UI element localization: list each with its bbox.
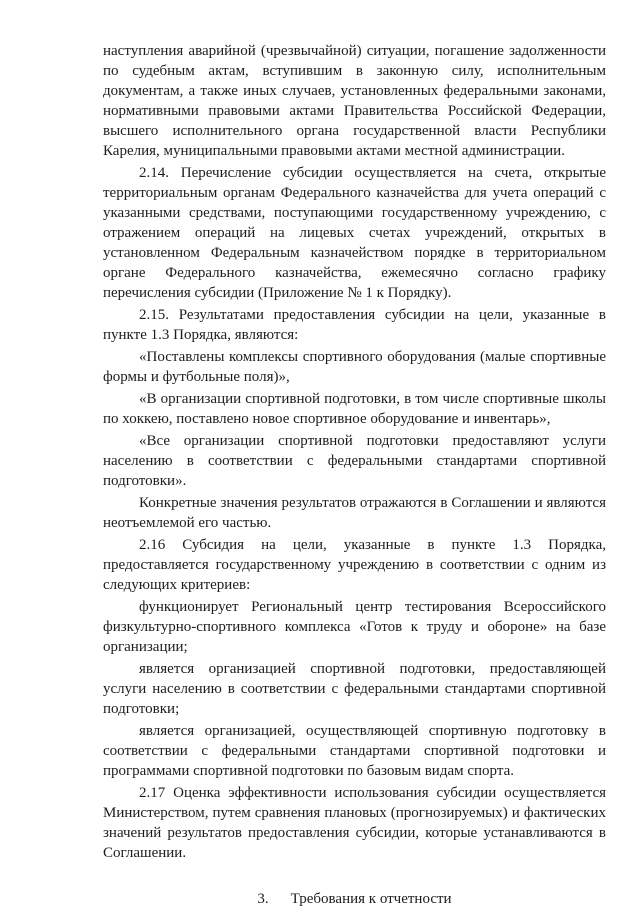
paragraph-2-16: 2.16 Субсидия на цели, указанные в пункте 1.3 Порядка, предоставляется государственному учреждению в соответствии с одним из следующих критериев:: [103, 537, 606, 593]
paragraph-continuation: наступления аварийной (чрезвычайной) ситуации, погашение задолженности по судебным актам, вступившим в законную силу, исполнительным документам, а также иных случаев, установленных федеральными законами, нормативными правовыми актами Правительства Российской Федерации, высшего исполнительного органа государственной власти Республики Карелия, муниципальными правовыми актами местной администрации.: [103, 43, 606, 159]
criterion-item-3: является организацией, осуществляющей спортивную подготовку в соответствии с федеральными стандартами спортивной подготовки и программами спортивной подготовки по базовым видам спорта.: [103, 723, 606, 779]
paragraph-2-15: 2.15. Результатами предоставления субсидии на цели, указанные в пункте 1.3 Порядка, являются:: [103, 307, 606, 343]
paragraph-2-17: 2.17 Оценка эффективности использования субсидии осуществляется Министерством, путем сравнения плановых (прогнозируемых) и фактических значений результатов предоставления субсидии, которые устанавливаются в Соглашении.: [103, 785, 606, 861]
document-page: [103, 41, 606, 909]
paragraph-result-values: Конкретные значения результатов отражаются в Соглашении и являются неотъемлемой его частью.: [103, 495, 606, 531]
criterion-item-2: является организацией спортивной подготовки, предоставляющей услуги населению в соответствии с федеральными стандартами спортивной подготовки;: [103, 661, 606, 717]
section-number: 3.: [257, 891, 269, 907]
result-item-2: «В организации спортивной подготовки, в том числе спортивные школы по хоккею, поставлено новое спортивное оборудование и инвентарь»,: [103, 391, 606, 427]
paragraph-2-14: 2.14. Перечисление субсидии осуществляется на счета, открытые территориальным органам Федерального казначейства для учета операций с указанными средствами, поступающими государственному учреждению, с отражением операций на лицевых счетах учреждений, открытых в установленном Федеральным казначейством порядке в территориальном органе Федерального казначейства, ежемесячно согласно графику перечисления субсидии (Приложение № 1 к Порядку).: [103, 165, 606, 301]
section-heading: [103, 889, 606, 909]
result-item-1: «Поставлены комплексы спортивного оборудования (малые спортивные формы и футбольные поля)»,: [103, 349, 606, 385]
result-item-3: «Все организации спортивной подготовки предоставляют услуги населению в соответствии с федеральными стандартами спортивной подготовки».: [103, 433, 606, 489]
criterion-item-1: функционирует Региональный центр тестирования Всероссийского физкультурно-спортивного комплекса «Готов к труду и обороне» на базе организации;: [103, 599, 606, 655]
section-title: Требования к отчетности: [290, 891, 452, 907]
